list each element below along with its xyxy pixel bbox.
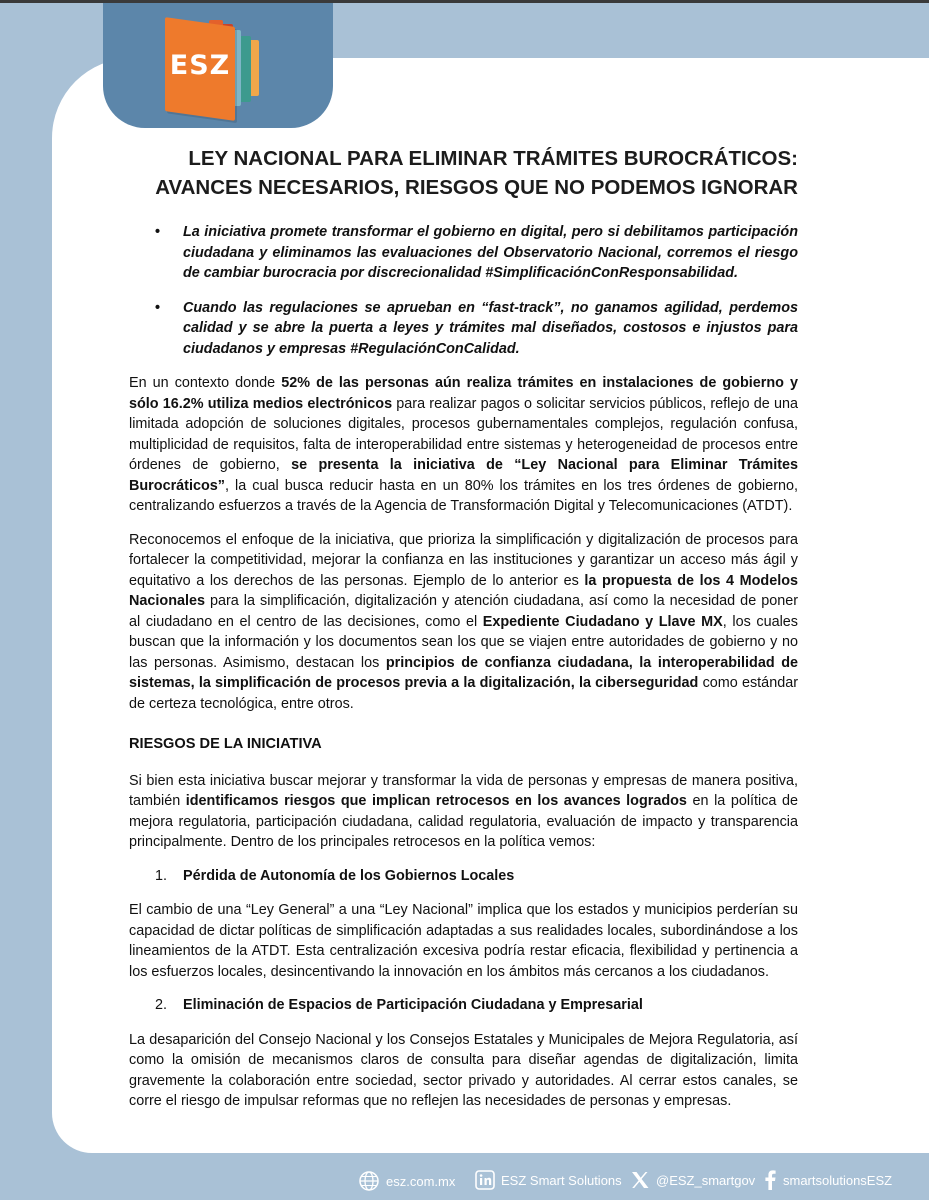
logo-text: ESZ: [169, 50, 231, 81]
highlights-list: [129, 222, 798, 359]
x-icon: [630, 1170, 650, 1190]
footer-linkedin[interactable]: ESZ Smart Solutions: [475, 1170, 622, 1190]
title-line-2: AVANCES NECESARIOS, RIESGOS QUE NO PODEMOS IGNORAR: [155, 176, 798, 199]
paragraph-recognition: Reconocemos el enfoque de la iniciativa, que prioriza la simplificación y digitalización de procesos para fortalecer la competitividad, mejorar la confianza en las instituciones y garantizar un acceso más ágil y equitativo a los derechos de las personas. Ejemplo de lo anterior es la propuesta de los 4 Modelos Nacionales para la simplificación, digitalización y atención ciudadana, así como la necesidad de poner al ciudadano en el centro de las decisiones, como el Expediente Ciudadano y Llave MX, los cuales buscan que la información y los documentos sean los que se viajen entre autoridades de gobierno y no las personas. Asimismo, destacan los principios de confianza ciudadana, la interoperabilidad de sistemas, la simplificación de procesos previa a la digitalización, la ciberseguridad como estándar de certeza tecnológica, entre otros.: [129, 531, 798, 712]
linkedin-icon: [475, 1170, 495, 1190]
item-2-text: La desaparición del Consejo Nacional y los Consejos Estatales y Municipales de Mejora Regulatoria, así como la omisión de mecanismos claros de consulta para diseñar agendas de digitalización, limita gravemente la colaboración entre sociedad, sector privado y autoridades. Al cerrar estos canales, se corre el riesgo de impulsar reformas que no reflejen las necesidades de personas y empresas.: [129, 1031, 798, 1109]
highlight-text: La iniciativa promete transformar el gobierno en digital, pero si debilitamos participación ciudadana y eliminamos las evaluaciones del Observatorio Nacional, corremos el riesgo de cambiar burocracia por discrecionalidad #SimplificaciónConResponsabilidad.: [183, 224, 798, 281]
facebook-icon: [763, 1170, 777, 1190]
numbered-item-1: [129, 866, 798, 887]
bullet-icon: •: [155, 299, 161, 316]
item-title: Eliminación de Espacios de Participación Ciudadana y Empresarial: [183, 997, 643, 1013]
document-content: [129, 140, 798, 1125]
document-title: [129, 144, 798, 202]
section-title: RIESGOS DE LA INICIATIVA: [129, 736, 322, 752]
bullet-icon: •: [155, 224, 161, 240]
footer-facebook[interactable]: smartsolutionsESZ: [763, 1170, 892, 1190]
highlight-item: [129, 222, 798, 284]
globe-icon: [358, 1170, 380, 1192]
title-line-1: LEY NACIONAL PARA ELIMINAR TRÁMITES BUROCRÁTICOS:: [188, 147, 798, 170]
footer-x[interactable]: @ESZ_smartgov: [630, 1170, 755, 1190]
item-number: 2.: [155, 997, 168, 1013]
item-title: Pérdida de Autonomía de los Gobiernos Locales: [183, 867, 515, 884]
footer-website[interactable]: esz.com.mx: [358, 1170, 455, 1192]
highlight-text: Cuando las regulaciones se aprueban en “fast-track”, no ganamos agilidad, perdemos calidad y se abre la puerta a leyes y trámites mal diseñados, costosos e injustos para ciudadanos y empresas #RegulaciónConCalidad.: [183, 299, 798, 357]
item-number: 1.: [155, 867, 168, 884]
esz-logo: [165, 16, 275, 120]
numbered-item-2: [129, 995, 798, 1016]
item-1-text: El cambio de una “Ley General” a una “Ley Nacional” implica que los estados y municipios perderían su capacidad de dictar políticas de simplificación adaptadas a sus realidades locales, subordinándose a los lineamientos de la ATDT. Esta centralización excesiva podría restar eficacia, flexibilidad y pertinencia a los esfuerzos locales, desincentivando la innovación en los ámbitos más cercanos a los ciudadanos.: [129, 902, 798, 980]
paragraph-context: En un contexto donde 52% de las personas aún realiza trámites en instalaciones de gobierno y sólo 16.2% utiliza medios electrónicos para realizar pagos o solicitar servicios públicos, reflejo de una limitada adopción de soluciones digitales, procesos gubernamentales complejos, regulación confusa, multiplicidad de requisitos, falta de interoperabilidad entre sistemas y heterogeneidad de procesos entre órdenes de gobierno, se presenta la iniciativa de “Ley Nacional para Eliminar Trámites Burocráticos”, la cual busca reducir hasta en un 80% los trámites en los tres órdenes de gobierno, centralizando esfuerzos a través de la Agencia de Transformación Digital y Telecomunicaciones (ATDT).: [129, 375, 798, 514]
paragraph-risks: Si bien esta iniciativa buscar mejorar y transformar la vida de personas y empresas de manera positiva, también identificamos riesgos que implican retrocesos en los avances logrados en la política de mejora regulatoria, participación ciudadana, calidad regulatoria, evaluación de impacto y transparencia principalmente. Dentro de los principales retrocesos en la política vemos:: [129, 772, 798, 850]
footer: [358, 1170, 918, 1192]
highlight-item: [129, 298, 798, 360]
